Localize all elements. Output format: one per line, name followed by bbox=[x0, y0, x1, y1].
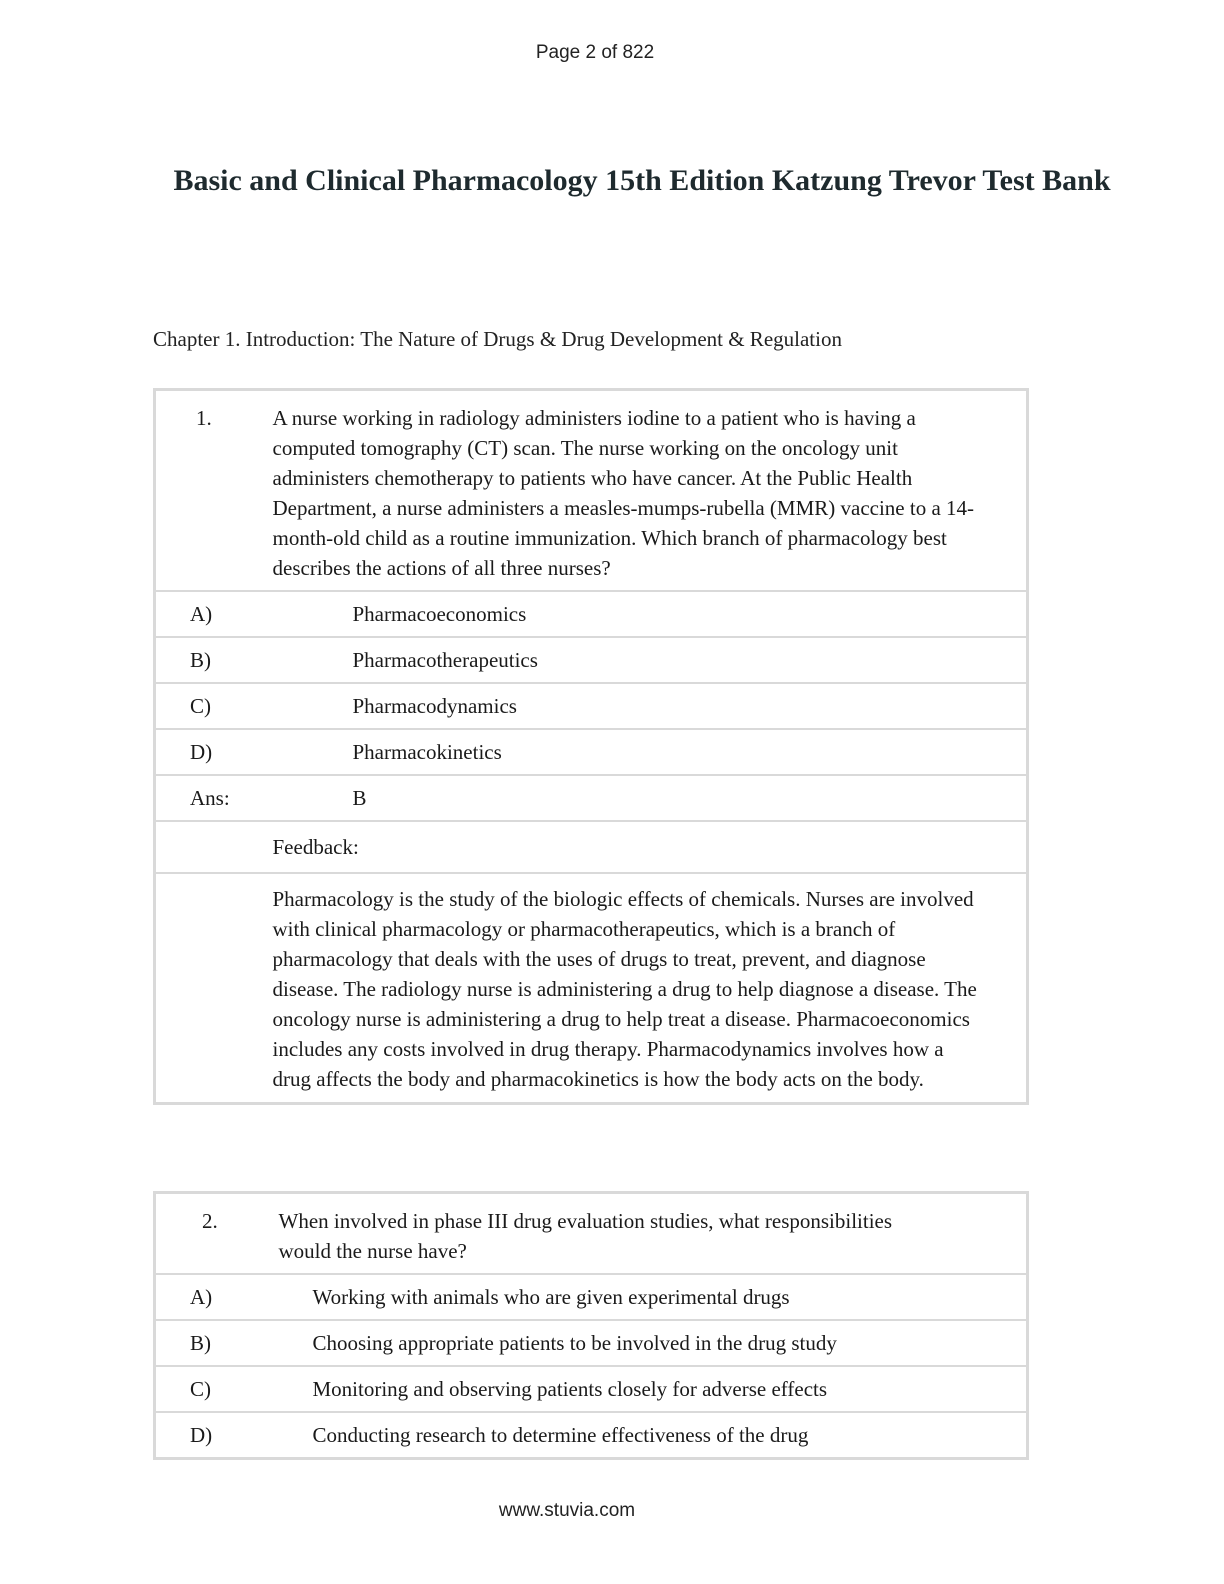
option-row bbox=[155, 1366, 1028, 1412]
option-letter: B) bbox=[155, 637, 273, 683]
option-text: Pharmacotherapeutics bbox=[353, 637, 1028, 683]
answer-value: B bbox=[353, 775, 1028, 821]
question-stem: When involved in phase III drug evaluation studies, what responsibilities would the nurse have? bbox=[279, 1193, 1028, 1275]
question-2-table bbox=[153, 1191, 1029, 1460]
option-letter: A) bbox=[155, 591, 273, 637]
feedback-label: Feedback: bbox=[273, 821, 1028, 873]
option-text: Pharmacoeconomics bbox=[353, 591, 1028, 637]
option-letter: B) bbox=[155, 1320, 279, 1366]
option-text: Conducting research to determine effectiveness of the drug bbox=[279, 1412, 1028, 1459]
option-row bbox=[155, 683, 1028, 729]
answer-row bbox=[155, 775, 1028, 821]
chapter-heading: Chapter 1. Introduction: The Nature of Drugs & Drug Development & Regulation bbox=[153, 327, 842, 351]
footer-site[interactable]: www.stuvia.com bbox=[498, 1500, 636, 1521]
option-text: Monitoring and observing patients closely for adverse effects bbox=[279, 1366, 1028, 1412]
option-letter: D) bbox=[155, 1412, 279, 1459]
question-number: 1. bbox=[155, 390, 273, 592]
option-letter: A) bbox=[155, 1274, 279, 1320]
feedback-label-row bbox=[155, 821, 1028, 873]
question-stem-row bbox=[155, 1193, 1028, 1275]
option-row bbox=[155, 1274, 1028, 1320]
option-text: Working with animals who are given experimental drugs bbox=[279, 1274, 1028, 1320]
answer-label: Ans: bbox=[155, 775, 273, 821]
question-stem-row bbox=[155, 390, 1028, 592]
feedback-text: Pharmacology is the study of the biologic effects of chemicals. Nurses are involved with clinical pharmacology or pharmacotherapeutics, which is a branch of pharmacology that deals with the uses of drugs to treat, prevent, and diagnose disease. The radiology nurse is administering a drug to help diagnose a disease. The oncology nurse is administering a drug to help treat a disease. Pharmacoeconomics includes any costs involved in drug therapy. Pharmacodynamics involves how a drug affects the body and pharmacokinetics is how the body acts on the body. bbox=[273, 873, 1028, 1104]
option-letter: D) bbox=[155, 729, 273, 775]
option-letter: C) bbox=[155, 683, 273, 729]
option-text: Choosing appropriate patients to be involved in the drug study bbox=[279, 1320, 1028, 1366]
option-letter: C) bbox=[155, 1366, 279, 1412]
question-1-table bbox=[153, 388, 1029, 1105]
option-row bbox=[155, 729, 1028, 775]
option-text: Pharmacokinetics bbox=[353, 729, 1028, 775]
page-number-header: Page 2 of 822 bbox=[535, 42, 655, 63]
option-text: Pharmacodynamics bbox=[353, 683, 1028, 729]
question-number: 2. bbox=[155, 1193, 279, 1275]
feedback-text-row bbox=[155, 873, 1028, 1104]
option-row bbox=[155, 637, 1028, 683]
option-row bbox=[155, 1412, 1028, 1459]
option-row bbox=[155, 591, 1028, 637]
document-title: Basic and Clinical Pharmacology 15th Edition Katzung Trevor Test Bank bbox=[173, 164, 1111, 197]
question-stem: A nurse working in radiology administers iodine to a patient who is having a computed tomography (CT) scan. The nurse working on the oncology unit administers chemotherapy to patients who have cancer. At the Public Health Department, a nurse administers a measles-mumps-rubella (MMR) vaccine to a 14-month-old child as a routine immunization. Which branch of pharmacology best describes the actions of all three nurses? bbox=[273, 390, 1028, 592]
option-row bbox=[155, 1320, 1028, 1366]
